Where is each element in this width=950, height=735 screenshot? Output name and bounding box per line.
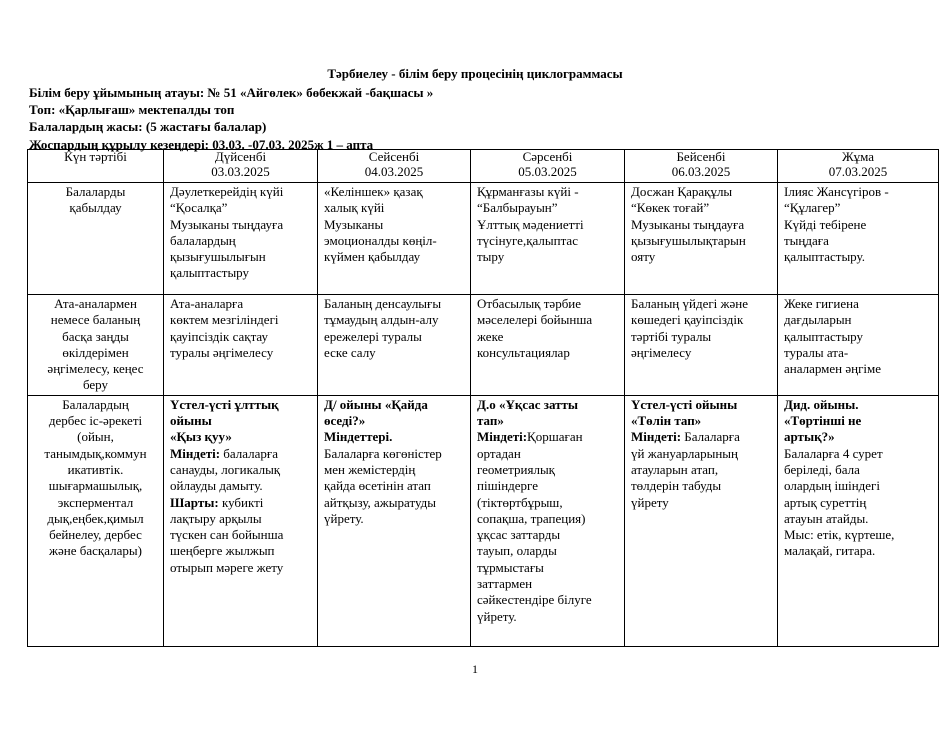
cell-line: заттармен: [477, 576, 533, 592]
cell-line: малақай, гитара.: [784, 543, 876, 559]
cell-line: Досжан Қарақұлы: [631, 184, 733, 199]
cell-line: еске салу: [324, 344, 376, 360]
cell-line: тауып, оларды: [477, 543, 557, 559]
table-row: [28, 183, 939, 295]
cell-line: тұрмыстағы: [477, 559, 544, 575]
row-label-line: әңгімелесу, кеңес: [47, 361, 144, 377]
cell-line: пішіндерге: [477, 478, 538, 494]
cell-line: ұқсас заттарды: [477, 527, 561, 543]
cell-line: Дәулеткерейдің күйі: [170, 184, 284, 199]
cell-line-text: кубикті: [218, 494, 264, 510]
cell-line: Музыканы тыңдауға: [631, 216, 745, 232]
table-cell: [471, 295, 625, 396]
row-label-line: немесе баланың: [50, 312, 141, 328]
cell-line-bold-prefix: Міндеті:: [631, 429, 682, 445]
meta-organization: Білім беру ұйымының атауы: № 51 «Айгөлек» бөбекжай -бақшасы »: [29, 85, 434, 100]
meta-age: Балалардың жасы: (5 жастағы балалар): [29, 119, 267, 135]
cell-line: “Балбырауын”: [477, 200, 558, 216]
cell-line: туралы әңгімелесу: [170, 344, 274, 360]
cell-line: қалыптастыру: [784, 328, 864, 344]
meta-period: Жоспардың құрылу кезеңдері: 03.03. -07.03. 2025ж 1 – апта: [29, 136, 374, 152]
cell-line: туралы ата-: [784, 344, 849, 360]
cell-line: жеке: [477, 328, 504, 344]
cell-line: артық суреттің: [784, 494, 867, 510]
cell-line: сәйкестендіре білуге: [477, 592, 592, 608]
cell-line: қызығушылығын: [170, 249, 266, 265]
cell-line: «Қыз қуу»: [170, 429, 232, 445]
document-title: Тәрбиелеу - білім беру процесінің циклограммасы: [327, 66, 623, 81]
cell-line: мәселелері бойынша: [477, 312, 593, 328]
cell-line: лақтыру арқылы: [170, 510, 262, 526]
row-label-line: Балаларды: [65, 184, 126, 199]
row-label-line: (ойын,: [77, 429, 114, 445]
cell-line: ортадан: [477, 445, 521, 461]
cell-line: Музыканы тыңдауға: [170, 216, 284, 232]
cell-line: түсінуге,қалыптас: [477, 232, 578, 248]
cell-line: мен жемістердің: [324, 461, 416, 477]
cell-line: Үстел-үсті ұлттық: [170, 396, 279, 412]
cell-line-text: балаларға: [220, 445, 279, 461]
cell-line: Үстел-үсті ойыны: [631, 396, 738, 412]
cell-line: Құрманғазы күйі -: [477, 184, 579, 199]
document-meta: [29, 84, 433, 153]
table-row: [28, 395, 939, 646]
cell-line: Күйді тебірене: [784, 216, 867, 232]
cell-line: консультациялар: [477, 344, 570, 360]
cell-line: Д/ ойыны «Қайда: [324, 396, 428, 412]
cell-line: шеңберге жылжып: [170, 543, 275, 559]
table-cell: [778, 183, 939, 295]
table-cell: [625, 295, 778, 396]
cell-line: ойыны: [170, 413, 212, 429]
table-cell: [471, 183, 625, 295]
table-cell: [318, 183, 471, 295]
cell-line: Ата-аналарға: [170, 296, 244, 311]
page-number: 1: [472, 662, 478, 676]
cell-line: [477, 429, 618, 445]
header-cell: Жұма 07.03.2025: [778, 150, 939, 183]
cell-line: әңгімелесу: [631, 344, 692, 360]
cell-line: олардың ішіндегі: [784, 478, 880, 494]
cell-line-text: Балаларға: [681, 429, 740, 445]
cell-line: Балаларға 4 сурет: [784, 445, 883, 461]
cell-line: Ілияс Жансүгіров -: [784, 184, 889, 199]
cell-line: отырып мәреге жету: [170, 559, 284, 575]
cell-line: Баланың үйдегі және: [631, 296, 749, 311]
cell-line: Музыканы: [324, 216, 384, 232]
cell-line: көшедегі қауіпсіздік: [631, 312, 744, 328]
cell-line: Отбасылық тәрбие: [477, 296, 582, 311]
cell-line-bold-prefix: Шарты:: [170, 494, 219, 510]
row-label-cell: [28, 295, 164, 396]
table-row: [28, 295, 939, 396]
table-cell: [778, 395, 939, 646]
cell-line: «Төртінші не: [784, 413, 862, 429]
table-cell: [778, 295, 939, 396]
cell-line: тап»: [477, 413, 504, 429]
row-label-line: шығармашылық,: [48, 478, 143, 494]
cell-line: қайда өсетінін атап: [324, 478, 431, 494]
row-label-line: икативтік.: [67, 461, 124, 477]
cell-line: көктем мезгіліндегі: [170, 312, 279, 328]
meta-group: Топ: «Қарлығаш» мектепалды топ: [29, 102, 235, 118]
cell-line: дағдыларын: [784, 312, 852, 328]
row-label-line: эксперментал: [57, 494, 134, 510]
cell-line: өседі?»: [324, 413, 366, 429]
cell-line: үйрету: [631, 494, 669, 510]
table-cell: [164, 395, 318, 646]
table-cell: [625, 395, 778, 646]
cell-line-bold-prefix: Міндеті:: [477, 429, 528, 445]
cell-line: «Келіншек» қазақ: [324, 184, 423, 199]
cell-line: тыру: [477, 249, 505, 265]
cell-line: [631, 429, 771, 445]
cell-line: халық күйі: [324, 200, 385, 216]
cell-line: “Көкек тоғай”: [631, 200, 710, 216]
cell-line: Д.о «Ұқсас затты: [477, 396, 579, 412]
table-cell: [625, 183, 778, 295]
cell-line: төлдерін табуды: [631, 478, 722, 494]
row-label-line: беру: [82, 377, 109, 393]
cell-line: қызығушылықтарын: [631, 232, 746, 248]
row-label-cell: [28, 395, 164, 646]
cell-line: атауларын атап,: [631, 461, 719, 477]
table-cell: [318, 395, 471, 646]
cell-line: Мыс: етік, күртеше,: [784, 527, 895, 543]
cyclogram-table: [27, 149, 939, 647]
cell-line: Міндеттері.: [324, 429, 393, 445]
row-label-line: Балалардың: [62, 396, 129, 412]
header-cell: Сәрсенбі 05.03.2025: [471, 150, 625, 183]
header-cell: Бейсенбі 06.03.2025: [625, 150, 778, 183]
cell-line: үйрету.: [324, 510, 364, 526]
cell-line: [170, 495, 311, 511]
cell-line: сопақша, трапеция): [477, 510, 586, 526]
cell-line: тыңдаға: [784, 232, 829, 248]
cell-line-bold-prefix: Міндеті:: [170, 445, 221, 461]
row-label-line: және басқалары): [49, 543, 142, 559]
cell-line: Дид. ойыны.: [784, 396, 859, 412]
table-cell: [164, 295, 318, 396]
cell-line: үйрету.: [477, 608, 517, 624]
row-label-cell: [28, 183, 164, 295]
table-cell: [164, 183, 318, 295]
cell-line: қауіпсіздік сақтау: [170, 328, 269, 344]
row-label-line: өкілдерімен: [62, 344, 129, 360]
cell-line: “Құлагер”: [784, 200, 841, 216]
cell-line: “Қосалқа”: [170, 200, 228, 216]
cell-line: «Төлін тап»: [631, 413, 702, 429]
cell-line: Баланың денсаулығы: [324, 296, 442, 311]
table-cell: [318, 295, 471, 396]
cell-line: түскен сан бойынша: [170, 527, 284, 543]
cell-line: Жеке гигиена: [784, 296, 859, 311]
header-cell: Сейсенбі 04.03.2025: [318, 150, 471, 183]
cell-line: үй жануарларының: [631, 445, 738, 461]
cell-line: атауын атайды.: [784, 510, 869, 526]
cell-line: геометриялық: [477, 461, 555, 477]
cell-line: айтқызу, ажыратуды: [324, 494, 436, 510]
row-label-line: бейнелеу, дербес: [49, 527, 142, 543]
cell-line: (тіктөртбұрыш,: [477, 494, 563, 510]
cell-line: балалардың: [170, 232, 236, 248]
row-label-line: басқа заңды: [62, 328, 129, 344]
cell-line: тәртібі туралы: [631, 328, 712, 344]
cell-line: қалыптастыру: [170, 265, 250, 281]
cell-line: ойлауды дамыту.: [170, 478, 263, 494]
cell-line: аналармен әңгіме: [784, 361, 882, 377]
table-cell: [471, 395, 625, 646]
row-label-line: дербес іс-әрекеті: [48, 413, 143, 429]
cell-line: санауды, логикалық: [170, 461, 281, 477]
table-header-row: [28, 150, 939, 183]
cell-line: қалыптастыру.: [784, 249, 865, 265]
header-cell: Дүйсенбі 03.03.2025: [164, 150, 318, 183]
row-label-line: дық,еңбек,қимыл: [47, 510, 144, 526]
cell-line-text: Қоршаған: [527, 429, 583, 445]
cell-line: эмоционалды көңіл-: [324, 232, 437, 248]
cell-line: артық?»: [784, 429, 835, 445]
cell-line: Балаларға көгөністер: [324, 445, 442, 461]
cell-line: беріледі, бала: [784, 461, 860, 477]
cell-line: Ұлттық мәдениетті: [477, 216, 584, 232]
cell-line: күймен қабылдау: [324, 249, 421, 265]
cell-line: ережелері туралы: [324, 328, 422, 344]
cell-line: ояту: [631, 249, 656, 265]
row-label-line: Ата-аналармен: [54, 296, 137, 311]
row-label-line: қабылдау: [69, 200, 122, 216]
cell-line: [170, 446, 311, 462]
row-label-line: танымдық,коммун: [44, 445, 147, 461]
cell-line: тұмаудың алдын-алу: [324, 312, 439, 328]
header-cell: Күн тәртібі: [28, 150, 164, 183]
